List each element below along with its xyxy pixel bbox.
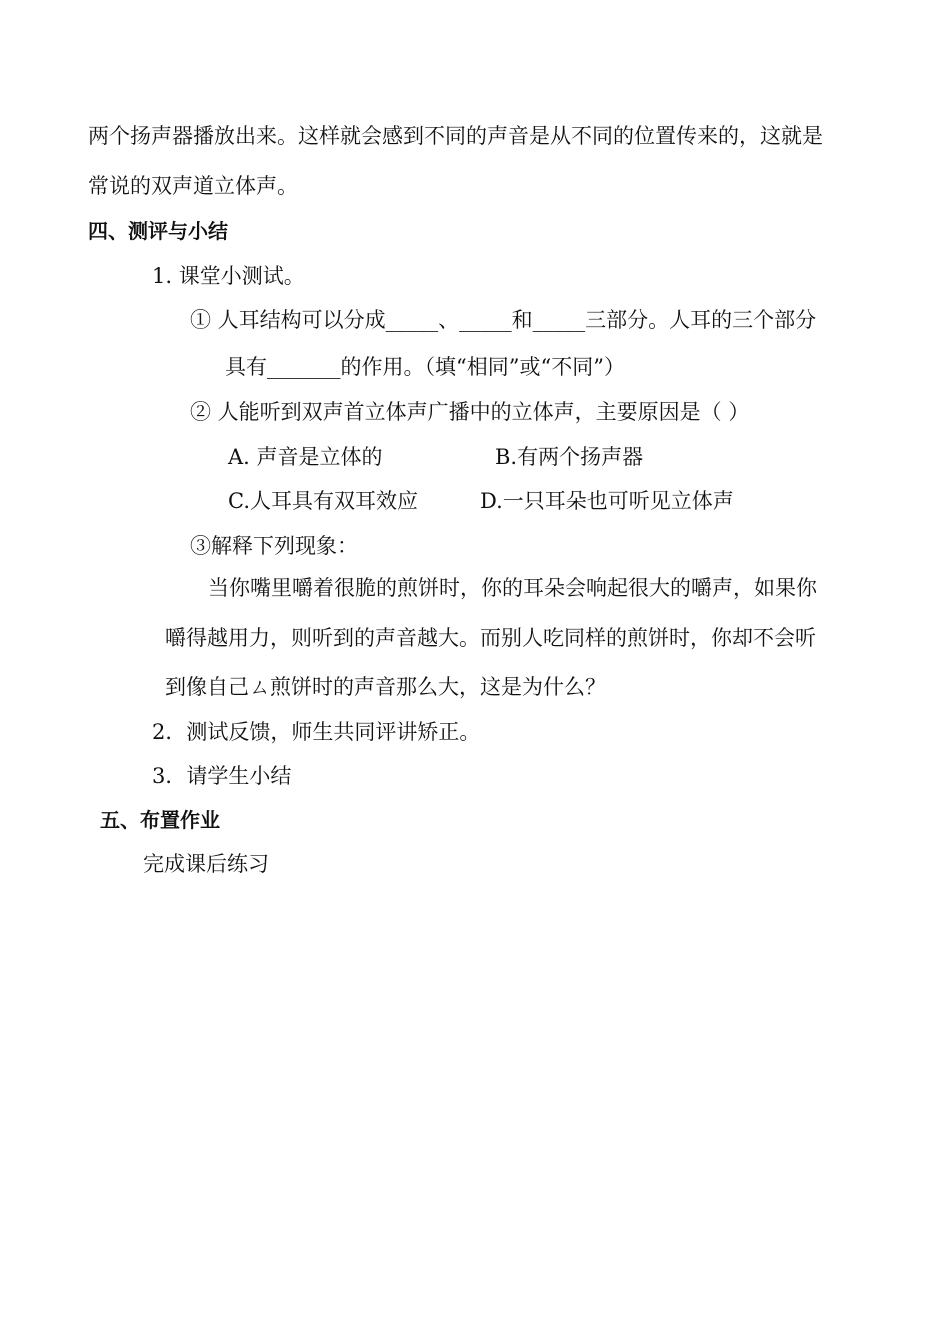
item-2-label: 2．测试反馈，师生共同评讲矫正。 <box>152 720 481 744</box>
intro-line-1: 两个扬声器播放出来。这样就会感到不同的声音是从不同的位置传来的，这就是 <box>88 124 823 148</box>
item-3-label: 3．请学生小结 <box>152 764 292 788</box>
question-2-option-d: D.一只耳朵也可听见立体声 <box>480 489 734 513</box>
question-2-option-a: A. 声音是立体的 <box>228 445 383 469</box>
question-3-line-3: 到像自己ㄙ煎饼时的声音那么大，这是为什么？ <box>165 675 606 699</box>
section-5-heading: 五、布置作业 <box>100 808 220 832</box>
question-3-line-2: 嚼得越用力，则听到的声音越大。而别人吃同样的煎饼时，你却不会听 <box>165 626 816 650</box>
section-5-body: 完成课后练习 <box>143 852 269 876</box>
question-1-line-1: ① 人耳结构可以分成_____、_____和_____三部分。人耳的三个部分 <box>190 308 817 332</box>
question-1-line-2: 具有_______的作用。（填“相同”或“不同”） <box>225 355 625 379</box>
intro-line-2: 常说的双声道立体声。 <box>88 174 298 198</box>
item-1-label: 1. 课堂小测试。 <box>152 264 305 288</box>
question-2-option-b: B.有两个扬声器 <box>495 445 644 469</box>
question-2-option-c: C.人耳具有双耳效应 <box>228 489 418 513</box>
question-3-line-1: 当你嘴里嚼着很脆的煎饼时，你的耳朵会响起很大的嚼声，如果你 <box>208 576 817 600</box>
question-3-stem: ③解释下列现象： <box>190 534 358 558</box>
section-4-heading: 四、测评与小结 <box>88 219 228 243</box>
question-2-stem: ② 人能听到双声首立体声广播中的立体声，主要原因是（ ） <box>190 400 750 424</box>
